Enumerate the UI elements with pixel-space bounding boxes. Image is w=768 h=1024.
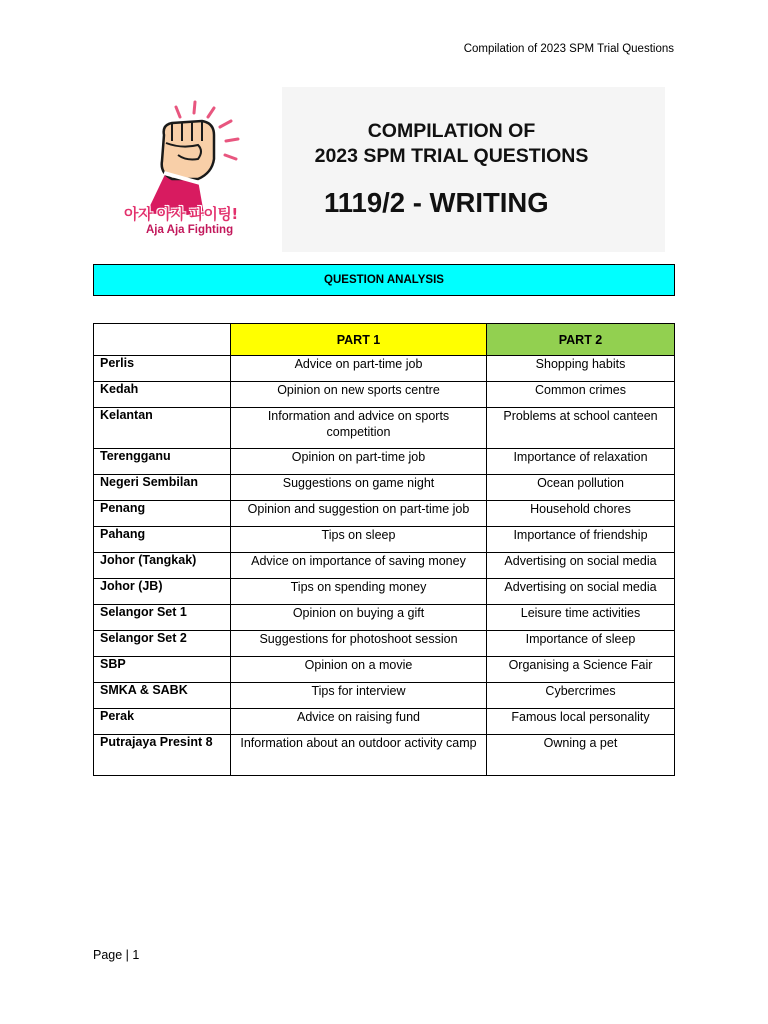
part2-cell: Cybercrimes xyxy=(487,683,675,709)
region-cell: Selangor Set 1 xyxy=(94,605,231,631)
part1-cell: Tips on sleep xyxy=(231,527,487,553)
region-cell: Negeri Sembilan xyxy=(94,475,231,501)
table-row xyxy=(94,408,675,449)
table-row xyxy=(94,449,675,475)
table-row xyxy=(94,605,675,631)
aja-aja-fighting-logo xyxy=(102,87,282,252)
table-row xyxy=(94,683,675,709)
header-blank-cell xyxy=(94,324,231,356)
part2-cell: Leisure time activities xyxy=(487,605,675,631)
part2-cell: Famous local personality xyxy=(487,709,675,735)
part2-cell: Advertising on social media xyxy=(487,579,675,605)
table-header-row xyxy=(94,324,675,356)
page-number: Page | 1 xyxy=(93,948,140,962)
part2-cell: Household chores xyxy=(487,501,675,527)
banner-subtitle: 1119/2 - WRITING xyxy=(324,187,549,218)
title-banner xyxy=(102,87,665,252)
table-row xyxy=(94,501,675,527)
table-row xyxy=(94,657,675,683)
logo-english-text: Aja Aja Fighting xyxy=(146,224,234,236)
part2-cell: Owning a pet xyxy=(487,735,675,776)
region-cell: Selangor Set 2 xyxy=(94,631,231,657)
part2-cell: Importance of relaxation xyxy=(487,449,675,475)
region-cell: Johor (JB) xyxy=(94,579,231,605)
table-row xyxy=(94,709,675,735)
table-row xyxy=(94,382,675,408)
region-cell: Kedah xyxy=(94,382,231,408)
region-cell: SBP xyxy=(94,657,231,683)
table-row xyxy=(94,735,675,776)
region-cell: Kelantan xyxy=(94,408,231,449)
part1-cell: Suggestions for photoshoot session xyxy=(231,631,487,657)
part2-cell: Common crimes xyxy=(487,382,675,408)
region-cell: Pahang xyxy=(94,527,231,553)
part2-cell: Advertising on social media xyxy=(487,553,675,579)
part1-cell: Information about an outdoor activity camp xyxy=(231,735,487,776)
running-header: Compilation of 2023 SPM Trial Questions xyxy=(463,43,674,55)
header-part1: PART 1 xyxy=(231,324,487,356)
banner-title xyxy=(288,119,615,169)
part2-cell: Problems at school canteen xyxy=(487,408,675,449)
part1-cell: Tips for interview xyxy=(231,683,487,709)
part1-cell: Opinion on buying a gift xyxy=(231,605,487,631)
part2-cell: Organising a Science Fair xyxy=(487,657,675,683)
region-cell: Penang xyxy=(94,501,231,527)
question-analysis-table xyxy=(93,323,675,776)
part1-cell: Information and advice on sports competition xyxy=(231,408,487,449)
table-row xyxy=(94,356,675,382)
region-cell: Putrajaya Presint 8 xyxy=(94,735,231,776)
part1-cell: Opinion on part-time job xyxy=(231,449,487,475)
part2-cell: Importance of sleep xyxy=(487,631,675,657)
table-row xyxy=(94,553,675,579)
part1-cell: Tips on spending money xyxy=(231,579,487,605)
part1-cell: Opinion on a movie xyxy=(231,657,487,683)
banner-title-line1: COMPILATION OF xyxy=(367,120,536,142)
table-row xyxy=(94,579,675,605)
region-cell: SMKA & SABK xyxy=(94,683,231,709)
region-cell: Perak xyxy=(94,709,231,735)
part1-cell: Suggestions on game night xyxy=(231,475,487,501)
table-row xyxy=(94,527,675,553)
part1-cell: Advice on part-time job xyxy=(231,356,487,382)
part1-cell: Opinion and suggestion on part-time job xyxy=(231,501,487,527)
region-cell: Johor (Tangkak) xyxy=(94,553,231,579)
region-cell: Terengganu xyxy=(94,449,231,475)
part1-cell: Opinion on new sports centre xyxy=(231,382,487,408)
header-part2: PART 2 xyxy=(487,324,675,356)
banner-title-line2: 2023 SPM TRIAL QUESTIONS xyxy=(314,145,589,167)
part1-cell: Advice on raising fund xyxy=(231,709,487,735)
logo-korean-text: 아자 아자 파이팅! xyxy=(124,205,238,223)
table-row xyxy=(94,631,675,657)
table-row xyxy=(94,475,675,501)
region-cell: Perlis xyxy=(94,356,231,382)
part2-cell: Shopping habits xyxy=(487,356,675,382)
section-heading: QUESTION ANALYSIS xyxy=(93,264,675,296)
part2-cell: Ocean pollution xyxy=(487,475,675,501)
part1-cell: Advice on importance of saving money xyxy=(231,553,487,579)
part2-cell: Importance of friendship xyxy=(487,527,675,553)
